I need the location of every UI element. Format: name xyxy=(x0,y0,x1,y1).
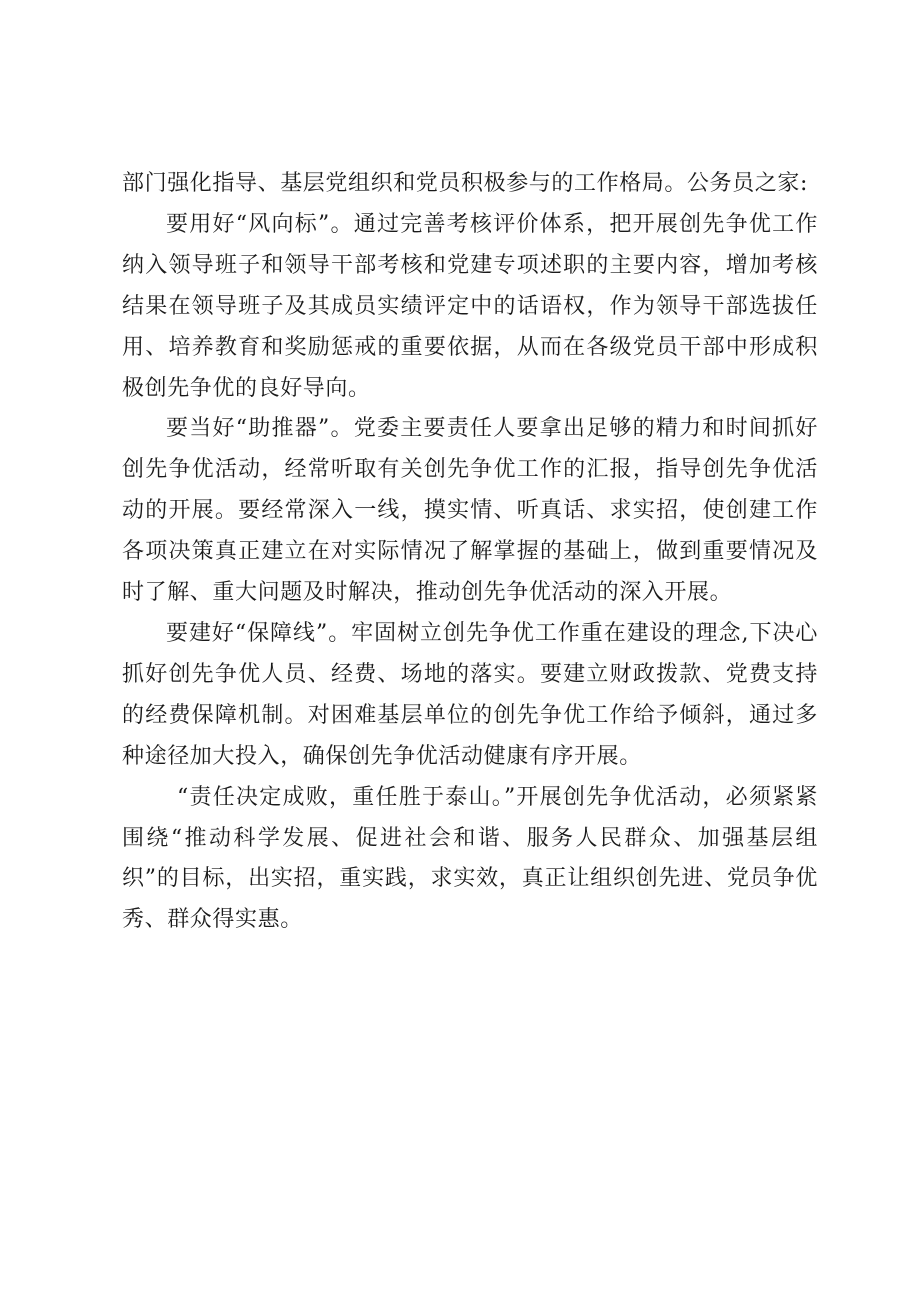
paragraph-booster: 要当好“助推器”。党委主要责任人要拿出足够的精力和时间抓好创先争优活动，经常听取有关创先争优工作的汇报，指导创先争优活动的开展。要经常深入一线，摸实情、听真话、求实招，使创建工作各项决策真正建立在对实际情况了解掌握的基础上，做到重要情况及时了解、重大问题及时解决，推动创先争优活动的深入开展。 xyxy=(122,416,818,606)
paragraph-continuation: 部门强化指导、基层党组织和党员积极参与的工作格局。公务员之家: xyxy=(122,171,809,196)
paragraph-safeguard: 要建好“保障线”。牢固树立创先争优工作重在建设的理念,下决心抓好创先争优人员、经费、场地的落实。要建立财政拨款、党费支持的经费保障机制。对困难基层单位的创先争优工作给予倾斜，通过多种途径加大投入，确保创先争优活动健康有序开展。 xyxy=(122,620,818,769)
paragraph-weathervane: 要用好“风向标”。通过完善考核评价体系，把开展创先争优工作纳入领导班子和领导干部考核和党建专项述职的主要内容，增加考核结果在领导班子及其成员实绩评定中的话语权，作为领导干部选拔任用、培养教育和奖励惩戒的重要依据，从而在各级党员干部中形成积极创先争优的良好导向。 xyxy=(122,211,818,401)
paragraph-conclusion: “责任决定成败，重任胜于泰山。”开展创先争优活动，必须紧紧围绕“推动科学发展、促进社会和谐、服务人民群众、加强基层组织”的目标，出实招，重实践，求实效，真正让组织创先进、党员争优秀、群众得实惠。 xyxy=(122,784,818,933)
document-body xyxy=(122,164,818,941)
